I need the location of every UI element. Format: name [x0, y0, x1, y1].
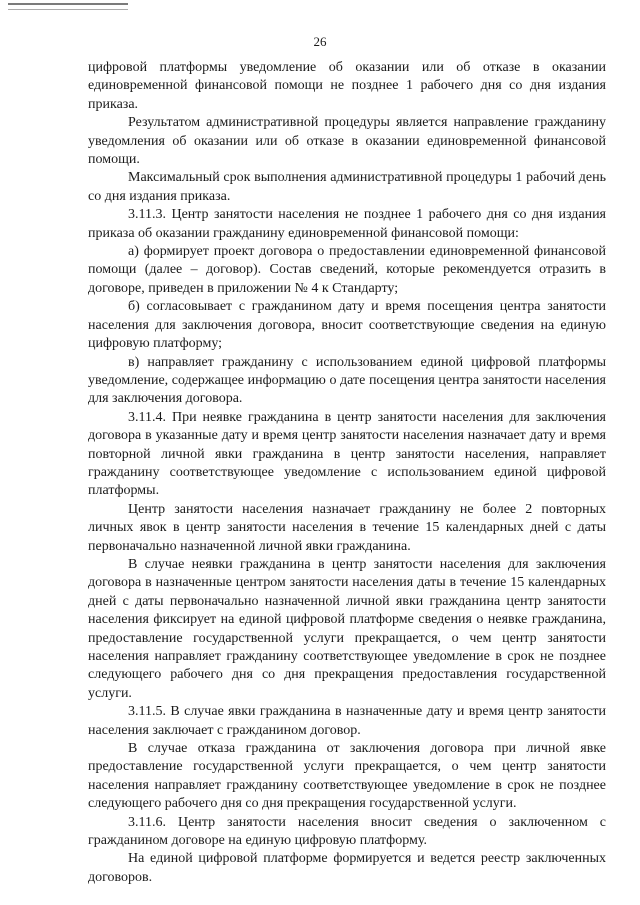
- page-number: 26: [313, 34, 327, 49]
- paragraph-registry: На единой цифровой платформе формируется и ведется реестр заключенных договоров.: [88, 851, 606, 885]
- clause-3-11-5: 3.11.5. В случае явки гражданина в назначенные дату и время центр занятости населения заключает с гражданином договор.: [88, 704, 606, 738]
- clause-3-11-4: 3.11.4. При неявке гражданина в центр занятости населения для заключения договора в указанные дату и время центр занятости населения назначает дату и время повторной личной явки гражданина в центр занятости населения, направляет гражданину соответствующее уведомление с использованием единой цифровой платформы.: [88, 409, 606, 499]
- paragraph-max-term: Максимальный срок выполнения административной процедуры 1 рабочий день со дня издания приказа.: [88, 170, 606, 204]
- paragraph-repeat-visits: Центр занятости населения назначает гражданину не более 2 повторных личных явок в центр занятости населения в течение 15 календарных дней с даты первоначально назначенной личной явки гражданина.: [88, 501, 606, 554]
- paragraph-refusal: В случае отказа гражданина от заключения договора при личной явке предоставление государственной услуги прекращается, о чем центр занятости населения направляет гражданину соответствующее уведомление в срок не позднее следующего рабочего дня со дня прекращения государственной услуги.: [88, 741, 606, 812]
- list-item-b: б) согласовывает с гражданином дату и время посещения центра занятости населения для заключения договора, вносит соответствующие сведения на единую цифровую платформу;: [88, 299, 606, 352]
- document-body: [88, 59, 606, 887]
- paragraph-continuation: цифровой платформы уведомление об оказании или об отказе в оказании единовременной финансовой помощи не позднее 1 рабочего дня со дня издания приказа.: [88, 60, 606, 112]
- list-item-v: в) направляет гражданину с использованием единой цифровой платформы уведомление, содержащее информацию о дате посещения центра занятости населения для заключения договора.: [88, 354, 606, 407]
- list-item-a: а) формирует проект договора о предоставлении единовременной финансовой помощи (далее – договор). Состав сведений, которые рекомендуется отразить в договоре, приведен в приложении № 4 к Стандарту;: [88, 244, 606, 296]
- paragraph-non-appearance: В случае неявки гражданина в центр занятости населения для заключения договора в назначенные центром занятости населения даты в течение 15 календарных дней с даты первоначально назначенной личной явки гражданина центр занятости населения фиксирует на единой цифровой платформе сведения о неявке гражданина, предоставление государственной услуги прекращается, о чем центр занятости населения направляет гражданину соответствующее уведомление в срок не позднее следующего рабочего дня со дня прекращения предоставления государственной услуги.: [88, 556, 606, 701]
- clause-3-11-6: 3.11.6. Центр занятости населения вносит сведения о заключенном с гражданином договоре на единую цифровую платформу.: [88, 814, 606, 849]
- clause-3-11-3: 3.11.3. Центр занятости населения не позднее 1 рабочего дня со дня издания приказа об оказании гражданину единовременной финансовой помощи:: [88, 207, 606, 241]
- paragraph-result: Результатом административной процедуры является направление гражданину уведомления об оказании или об отказе в оказании единовременной финансовой помощи.: [88, 115, 606, 168]
- scan-edge-mark: [8, 3, 128, 10]
